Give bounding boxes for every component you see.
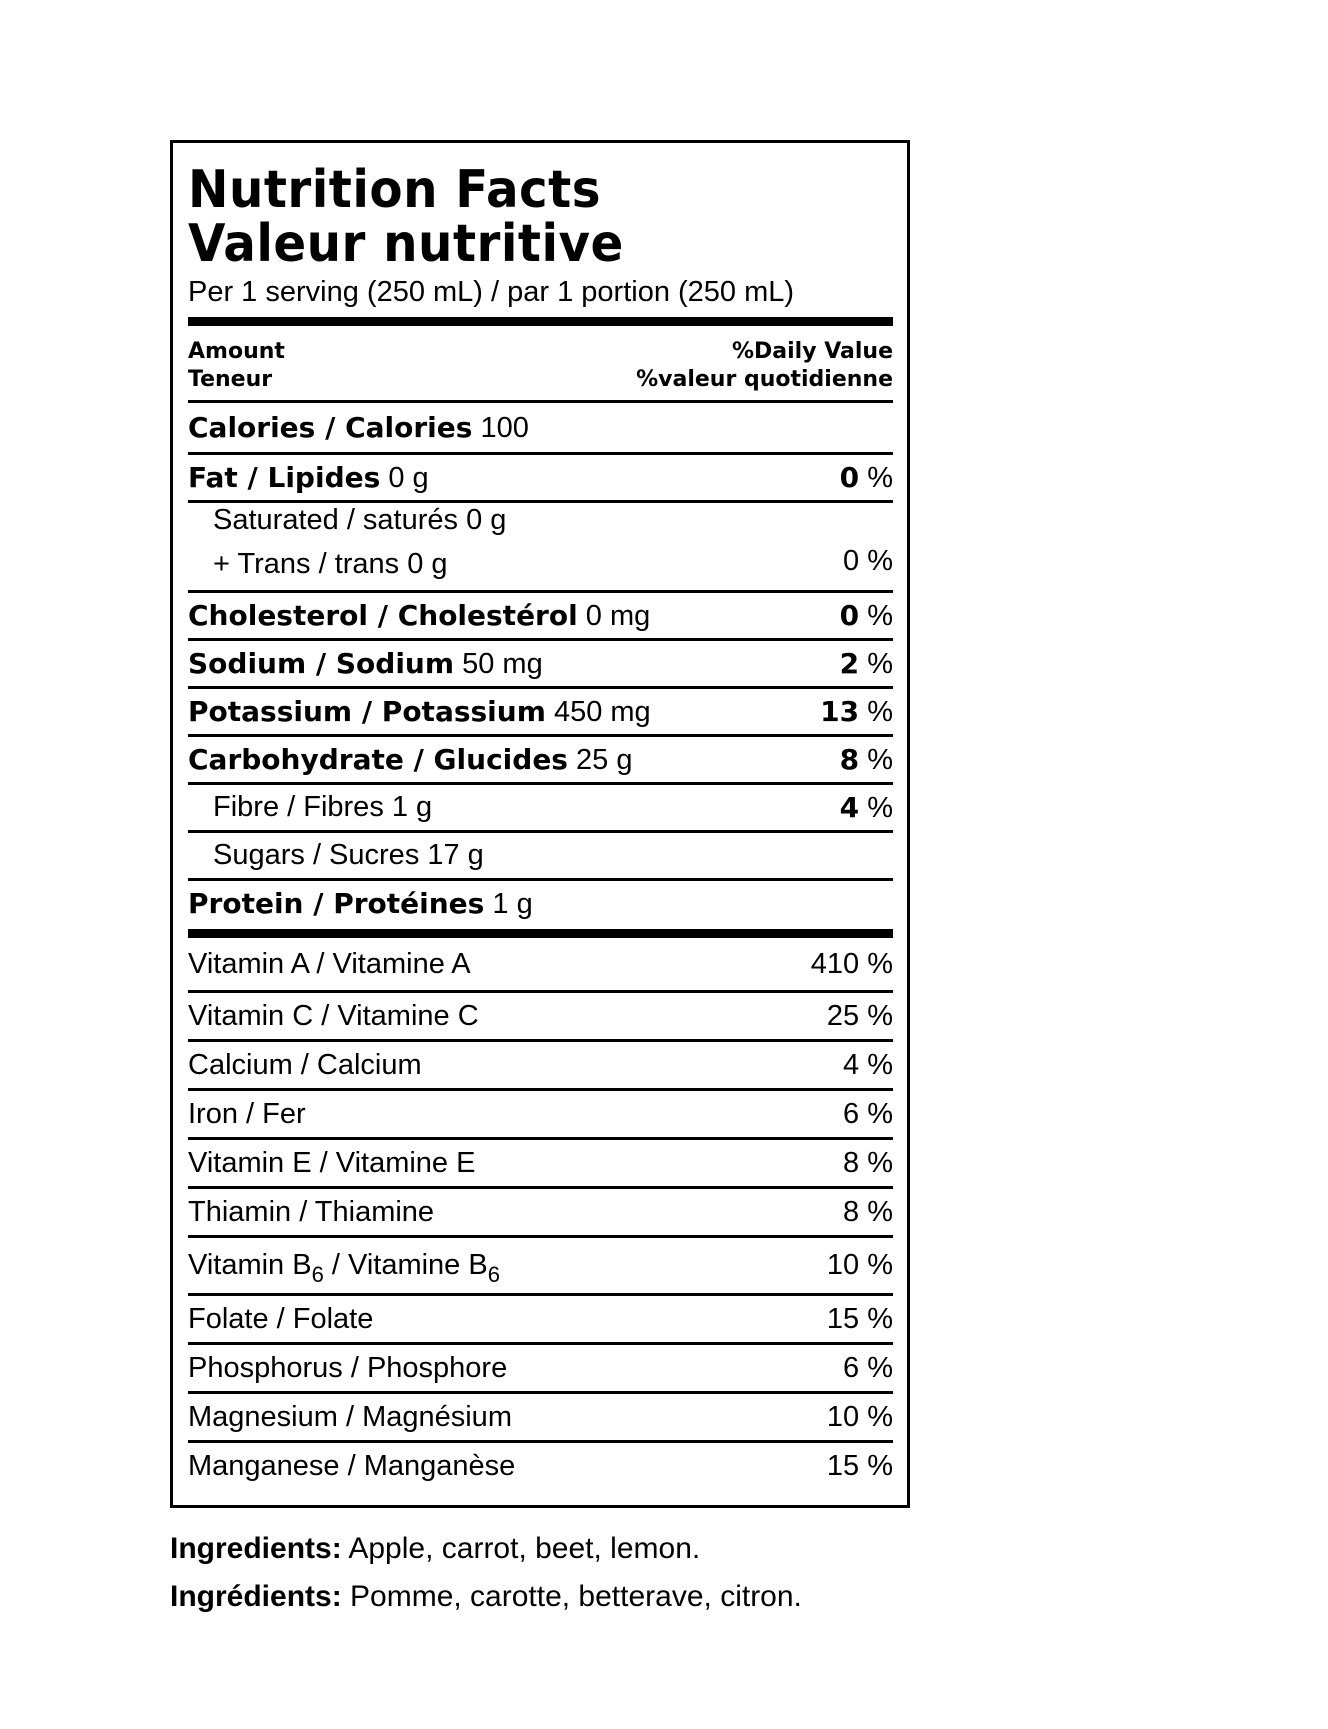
vitamin-pct: 15 % [826, 1449, 893, 1482]
trans-label: + Trans / trans 0 g [213, 548, 448, 580]
ingredients-fr-value: Pomme, carotte, betterave, citron. [341, 1580, 802, 1613]
fibre-pct: 4 [839, 790, 860, 824]
sodium-pct: 2 [839, 646, 860, 680]
vitamin-label: Magnesium / Magnésium [188, 1400, 512, 1433]
cholesterol-pct: 0 [839, 598, 860, 632]
vitamin-row [188, 1042, 893, 1088]
fat-value: 0 g [388, 461, 429, 494]
sodium-pct-unit: % [867, 647, 893, 680]
protein-label: Protein / Protéines [188, 886, 485, 920]
vitamin-pct: 8 % [843, 1146, 893, 1179]
vitamin-pct: 6 % [843, 1351, 893, 1384]
potassium-pct-unit: % [867, 695, 893, 728]
saturated-pct-unit: % [867, 545, 893, 577]
vitamin-pct: 6 % [843, 1097, 893, 1130]
fat-label: Fat / Lipides [188, 460, 381, 494]
valeur-quotidienne-label: %valeur quotidienne [636, 367, 893, 392]
carbohydrate-pct: 8 [839, 742, 860, 776]
vitamin-pct: 25 % [826, 999, 893, 1032]
title-en: Nutrition Facts [188, 160, 602, 220]
vitamin-label: Manganese / Manganèse [188, 1449, 516, 1482]
vitamin-row [188, 938, 893, 990]
thick-rule [188, 317, 893, 326]
vitamin-label: Iron / Fer [188, 1097, 306, 1130]
thick-rule [188, 929, 893, 938]
amount-label: Amount [188, 339, 285, 364]
sodium-label: Sodium / Sodium [188, 646, 455, 680]
carbohydrate-pct-unit: % [867, 743, 893, 776]
vitamin-label: Phosphorus / Phosphore [188, 1351, 508, 1384]
serving-size: Per 1 serving (250 mL) / par 1 portion (250 mL) [188, 276, 795, 308]
cholesterol-label: Cholesterol / Cholestérol [188, 598, 578, 632]
calories-row [188, 403, 893, 452]
calories-label: Calories / Calories [188, 410, 473, 444]
vitamin-label: Calcium / Calcium [188, 1048, 422, 1081]
ingredients-en-value: Apple, carrot, beet, lemon. [341, 1532, 701, 1565]
potassium-pct: 13 [820, 694, 860, 728]
vitamin-row [188, 1189, 893, 1235]
sodium-row [188, 641, 893, 686]
vitamin-row [188, 1443, 893, 1489]
carbohydrate-value: 25 g [576, 743, 633, 776]
ingredients-en [170, 1525, 802, 1573]
carbohydrate-label: Carbohydrate / Glucides [188, 742, 568, 776]
saturated-label: Saturated / saturés 0 g [213, 504, 507, 536]
saturated-trans-row [188, 503, 893, 590]
vitamin-pct: 15 % [826, 1302, 893, 1335]
vitamin-pct: 4 % [843, 1048, 893, 1081]
vitamin-label: Vitamin E / Vitamine E [188, 1146, 476, 1179]
fat-pct-unit: % [867, 461, 893, 494]
vitamin-pct: 8 % [843, 1195, 893, 1228]
fat-pct: 0 [839, 460, 860, 494]
nutrition-facts-table [170, 140, 910, 1508]
amount-header [188, 338, 285, 394]
vitamin-row [188, 1091, 893, 1137]
vitamin-row [188, 1140, 893, 1186]
vitamin-pct: 10 % [826, 1400, 893, 1433]
vitamin-label: Folate / Folate [188, 1302, 374, 1335]
sugars-row [188, 833, 893, 878]
vitamin-row [188, 993, 893, 1039]
potassium-label: Potassium / Potassium [188, 694, 546, 728]
sodium-value: 50 mg [462, 647, 543, 680]
daily-value-header [636, 338, 893, 394]
potassium-value: 450 mg [553, 695, 651, 728]
teneur-label: Teneur [188, 367, 273, 392]
fibre-label: Fibre / Fibres 1 g [213, 791, 433, 823]
vitamin-pct: 10 % [826, 1249, 893, 1281]
vitamin-row [188, 1394, 893, 1440]
column-header [188, 326, 893, 400]
cholesterol-row [188, 593, 893, 638]
potassium-row [188, 689, 893, 734]
vitamin-label: Vitamin A / Vitamine A [188, 947, 471, 980]
protein-row [188, 881, 893, 926]
cholesterol-pct-unit: % [867, 599, 893, 632]
saturated-pct: 0 [843, 545, 860, 577]
ingredients [170, 1525, 802, 1621]
cholesterol-value: 0 mg [585, 599, 651, 632]
fibre-pct-unit: % [867, 791, 893, 824]
vitamin-row [188, 1345, 893, 1391]
vitamin-pct: 410 % [810, 947, 893, 980]
vitamin-label: Vitamin C / Vitamine C [188, 999, 479, 1032]
carbohydrate-row [188, 737, 893, 782]
protein-value: 1 g [492, 887, 533, 920]
title-fr: Valeur nutritive [188, 214, 624, 274]
fat-row [188, 455, 893, 500]
vitamin-row [188, 1238, 893, 1293]
vitamin-row [188, 1296, 893, 1342]
daily-value-label: %Daily Value [731, 339, 893, 364]
ingredients-en-key: Ingredients: [170, 1532, 342, 1565]
vitamin-label: Thiamin / Thiamine [188, 1195, 435, 1228]
calories-value: 100 [480, 411, 529, 444]
fibre-row [188, 785, 893, 830]
ingredients-fr [170, 1573, 802, 1621]
sugars-label: Sugars / Sucres 17 g [213, 839, 484, 871]
vitamin-b6-label: Vitamin $B_6$ / Vitamine $B_6$ [188, 1249, 500, 1287]
ingredients-fr-key: Ingrédients: [170, 1580, 342, 1613]
